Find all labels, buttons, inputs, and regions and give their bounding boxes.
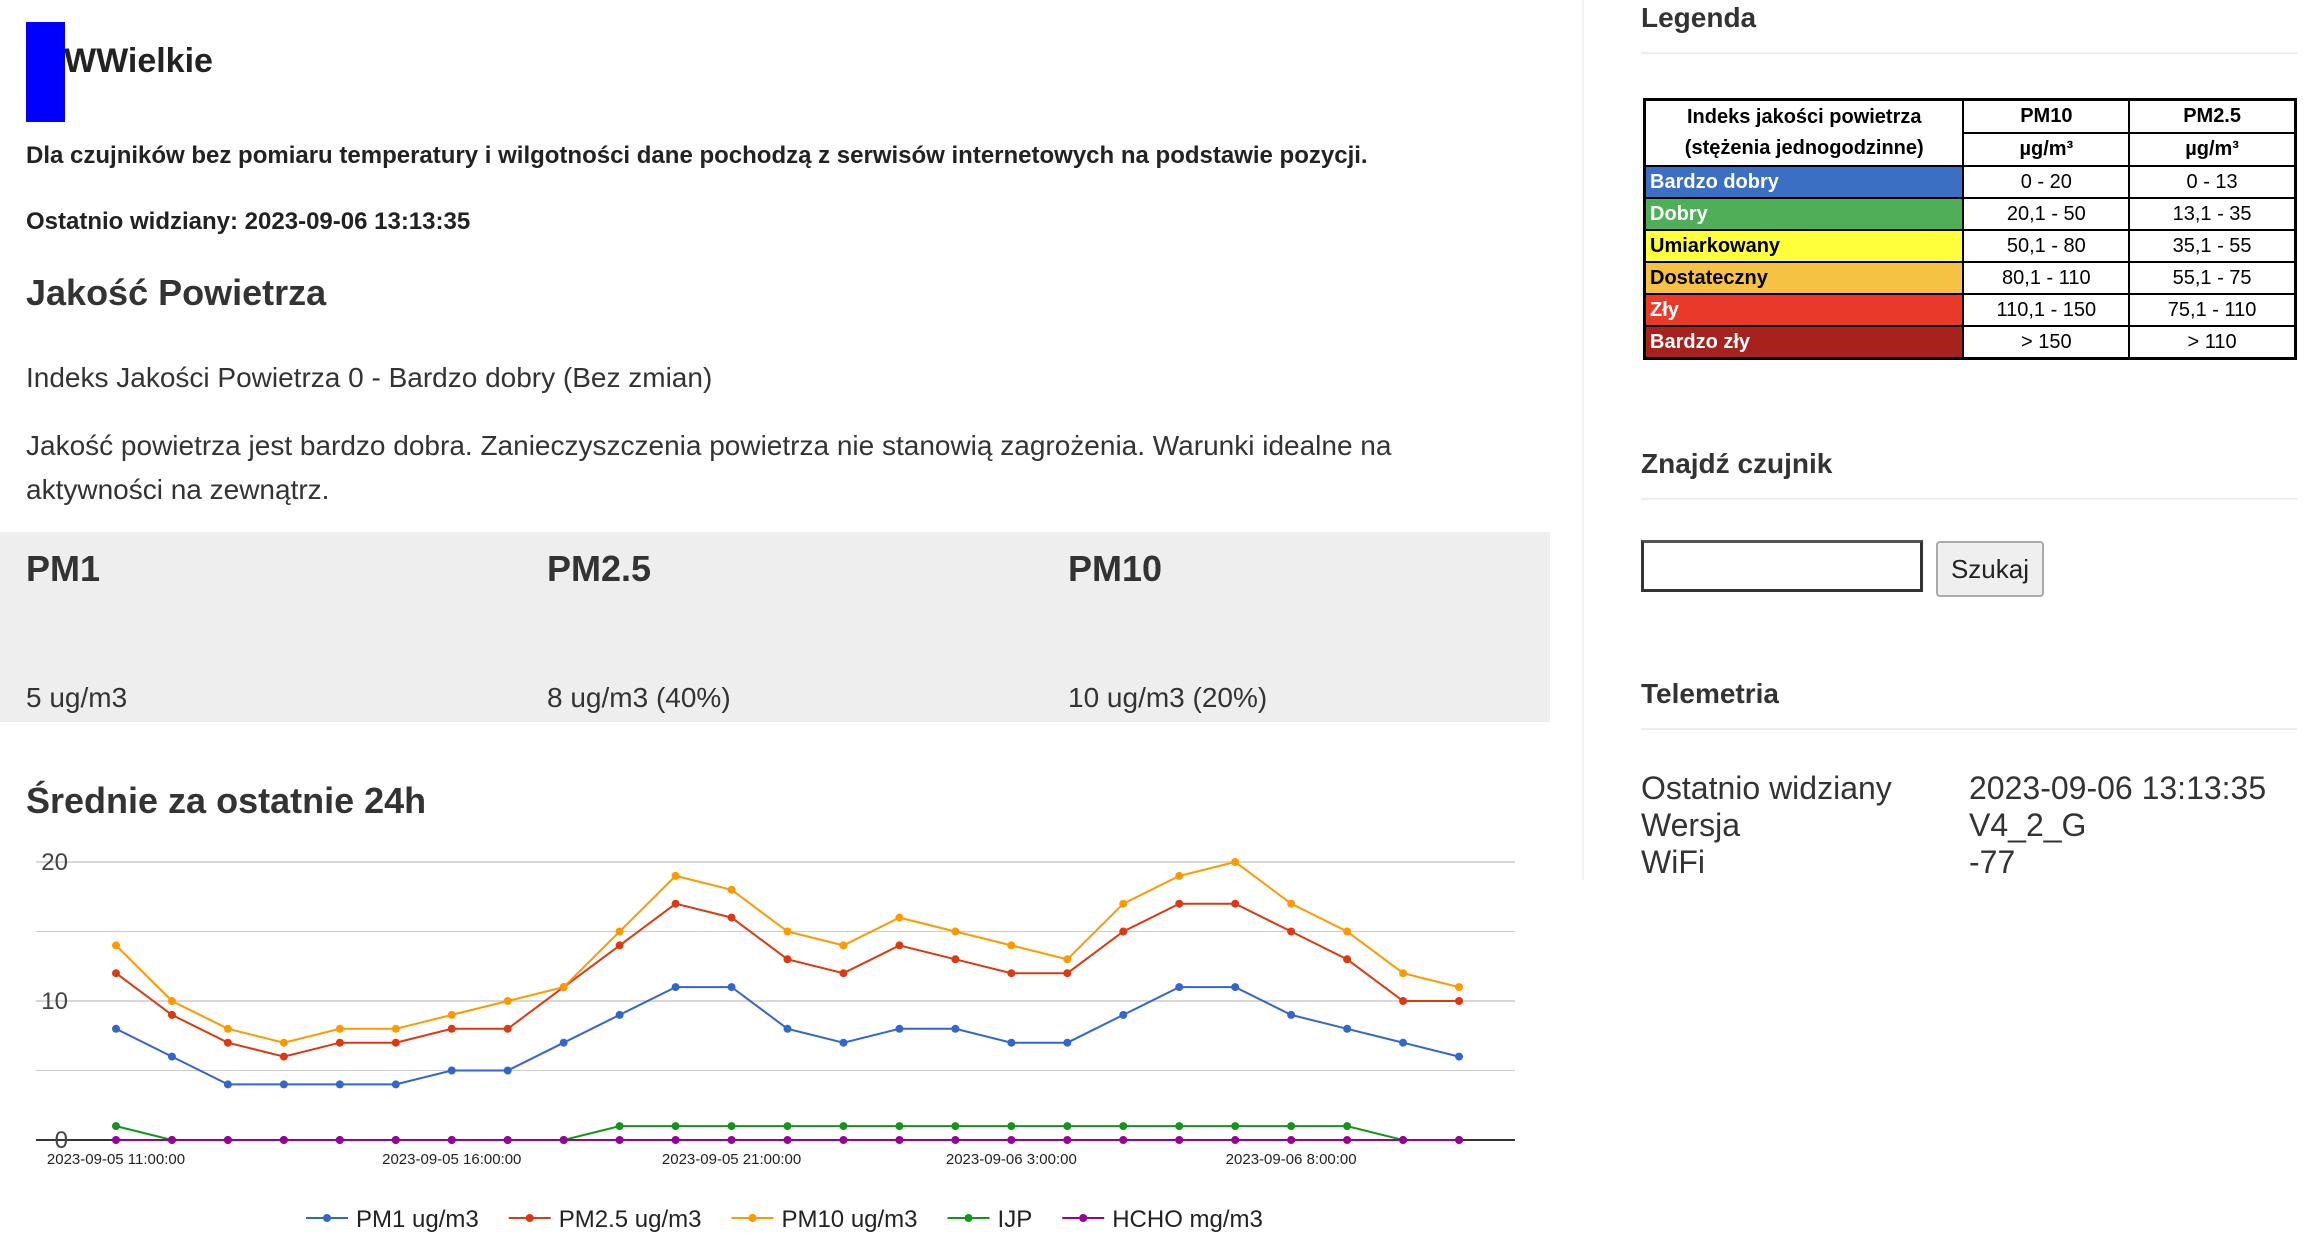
data-point — [839, 969, 847, 977]
data-point — [951, 928, 959, 936]
data-point — [1343, 955, 1351, 963]
data-point — [1063, 1039, 1071, 1047]
y-tick-label: 0 — [54, 1127, 68, 1154]
data-point — [1007, 941, 1015, 949]
aqi-level-moderate: Umiarkowany — [1645, 230, 1964, 262]
data-point — [448, 1025, 456, 1033]
telemetry-wifi-value: -77 — [1969, 844, 2016, 880]
aqi-pm10-very-bad: > 150 — [1963, 326, 2129, 359]
aqi-level-very-bad: Bardzo zły — [1645, 326, 1964, 359]
data-point — [112, 1136, 120, 1144]
aqi-pm10-bad: 110,1 - 150 — [1963, 294, 2129, 326]
data-point — [224, 1025, 232, 1033]
legend-marker — [526, 1214, 534, 1222]
data-point — [112, 941, 120, 949]
telemetry-wifi-label: WiFi — [1641, 844, 1705, 880]
telemetry-last-seen-value: 2023-09-06 13:13:35 — [1969, 770, 2267, 806]
data-point — [895, 1025, 903, 1033]
data-point — [1287, 1011, 1295, 1019]
data-point — [280, 1053, 288, 1061]
aqi-level-good: Dobry — [1645, 198, 1964, 230]
legend-heading: Legenda — [1641, 2, 1757, 33]
data-point — [1287, 928, 1295, 936]
data-point — [1119, 1122, 1127, 1130]
aqi-pm25-bad: 75,1 - 110 — [2129, 294, 2295, 326]
data-point — [1063, 1122, 1071, 1130]
telemetry-divider — [1641, 728, 2297, 730]
pm25-reading — [547, 532, 1047, 722]
data-point — [1119, 1011, 1127, 1019]
data-point — [728, 1136, 736, 1144]
legend-marker — [1079, 1214, 1087, 1222]
legend-label: PM2.5 ug/m3 — [558, 1206, 702, 1233]
legend-marker — [323, 1214, 331, 1222]
pm-readings-panel — [0, 532, 1550, 722]
data-point — [392, 1136, 400, 1144]
data-point — [168, 1136, 176, 1144]
data-point — [1007, 969, 1015, 977]
x-tick-label: 2023-09-05 16:00:00 — [382, 1151, 522, 1168]
pm25-label: PM2.5 — [547, 548, 652, 589]
data-point — [1343, 1136, 1351, 1144]
data-point — [1231, 1122, 1239, 1130]
data-point — [895, 1122, 903, 1130]
legend-label: PM10 ug/m3 — [781, 1206, 918, 1233]
aqi-pm10-good: 20,1 - 50 — [1963, 198, 2129, 230]
data-point — [1287, 1136, 1295, 1144]
data-point — [1231, 858, 1239, 866]
pm10-label: PM10 — [1068, 548, 1163, 589]
aqi-row-sufficient — [1645, 262, 2296, 294]
data-point — [1455, 1053, 1463, 1061]
data-point — [616, 1011, 624, 1019]
aqi-index-header — [1645, 100, 1964, 167]
data-point — [728, 983, 736, 991]
aqi-level-very-good: Bardzo dobry — [1645, 166, 1964, 198]
data-point — [504, 1136, 512, 1144]
x-tick-label: 2023-09-05 11:00:00 — [46, 1151, 186, 1168]
aqi-pm25-very-good: 0 - 13 — [2129, 166, 2295, 198]
aqi-legend-table — [1643, 98, 2297, 360]
data-source-note: Dla czujników bez pomiaru temperatury i wilgotności dane pochodzą z serwisów internetowych na podstawie pozycji. — [26, 142, 1368, 169]
aqi-header-row — [1645, 100, 2296, 134]
data-point — [448, 1011, 456, 1019]
data-point — [616, 1136, 624, 1144]
data-point — [392, 1039, 400, 1047]
data-point — [280, 1039, 288, 1047]
data-point — [448, 1136, 456, 1144]
data-point — [1399, 969, 1407, 977]
data-point — [1399, 1136, 1407, 1144]
x-tick-label: 2023-09-06 3:00:00 — [945, 1151, 1077, 1168]
search-heading: Znajdź czujnik — [1641, 448, 1833, 479]
aqi-row-good — [1645, 198, 2296, 230]
data-point — [895, 941, 903, 949]
data-point — [1119, 928, 1127, 936]
data-point — [1287, 900, 1295, 908]
data-point — [839, 941, 847, 949]
data-point — [1231, 983, 1239, 991]
data-point — [1399, 997, 1407, 1005]
aqi-level-bad: Zły — [1645, 294, 1964, 326]
data-point — [784, 1122, 792, 1130]
data-point — [1399, 1039, 1407, 1047]
aqi-row-very-bad — [1645, 326, 2296, 359]
aqi-pm25-moderate: 35,1 - 55 — [2129, 230, 2295, 262]
data-point — [1343, 1122, 1351, 1130]
series-line — [116, 862, 1459, 1043]
legend-label: IJP — [997, 1206, 1033, 1233]
data-point — [112, 1025, 120, 1033]
legend-marker — [965, 1214, 973, 1222]
sensor-search-input[interactable] — [1641, 540, 1923, 592]
data-point — [1007, 1136, 1015, 1144]
aqi-pm10-header: PM10 — [1963, 100, 2129, 134]
aqi-pm10-very-good: 0 - 20 — [1963, 166, 2129, 198]
data-point — [1231, 900, 1239, 908]
data-point — [951, 1025, 959, 1033]
aqi-pm10-moderate: 50,1 - 80 — [1963, 230, 2129, 262]
data-point — [168, 1053, 176, 1061]
data-point — [1455, 997, 1463, 1005]
aqi-index-header-line1: Indeks jakości powietrza — [1686, 106, 1922, 128]
data-point — [784, 1136, 792, 1144]
aqi-pm25-unit: µg/m³ — [2129, 133, 2295, 166]
telemetry-last-seen-label: Ostatnio widziany — [1641, 770, 1892, 806]
data-point — [224, 1039, 232, 1047]
data-point — [616, 1122, 624, 1130]
data-point — [672, 1122, 680, 1130]
legend-label: PM1 ug/m3 — [356, 1206, 479, 1233]
data-point — [1007, 1039, 1015, 1047]
data-point — [1063, 955, 1071, 963]
search-divider — [1641, 498, 2297, 500]
aqi-pm25-good: 13,1 - 35 — [2129, 198, 2295, 230]
data-point — [112, 1122, 120, 1130]
data-point — [392, 1080, 400, 1088]
data-point — [784, 955, 792, 963]
data-point — [784, 1025, 792, 1033]
data-point — [112, 969, 120, 977]
telemetry-version-value: V4_2_G — [1969, 807, 2087, 843]
data-point — [336, 1025, 344, 1033]
data-point — [1175, 1136, 1183, 1144]
y-tick-label: 20 — [41, 850, 68, 876]
telemetry-heading: Telemetria — [1641, 678, 1779, 709]
data-point — [448, 1067, 456, 1075]
data-point — [616, 928, 624, 936]
data-point — [1287, 1122, 1295, 1130]
data-point — [895, 1136, 903, 1144]
data-point — [504, 1067, 512, 1075]
data-point — [168, 997, 176, 1005]
data-point — [672, 900, 680, 908]
station-title: WWielkie — [64, 42, 213, 80]
data-point — [280, 1136, 288, 1144]
aqi-pm25-very-bad: > 110 — [2129, 326, 2295, 359]
search-button[interactable]: Szukaj — [1936, 541, 2044, 597]
data-point — [560, 1136, 568, 1144]
data-point — [336, 1039, 344, 1047]
legend-marker — [748, 1214, 756, 1222]
data-point — [280, 1080, 288, 1088]
data-point — [1063, 969, 1071, 977]
aqi-pm10-sufficient: 80,1 - 110 — [1963, 262, 2129, 294]
x-tick-label: 2023-09-06 8:00:00 — [1225, 1151, 1357, 1168]
data-point — [392, 1025, 400, 1033]
data-point — [951, 1122, 959, 1130]
x-tick-label: 2023-09-05 21:00:00 — [661, 1151, 802, 1168]
data-point — [839, 1039, 847, 1047]
pm10-value: 10 ug/m3 (20%) — [1068, 682, 1268, 713]
data-point — [1343, 1025, 1351, 1033]
data-point — [560, 1039, 568, 1047]
data-point — [951, 955, 959, 963]
data-point — [1175, 872, 1183, 880]
legend-divider — [1641, 52, 2297, 54]
data-point — [1119, 1136, 1127, 1144]
station-color-marker — [26, 22, 65, 122]
aqi-row-very-good — [1645, 166, 2296, 198]
data-point — [951, 1136, 959, 1144]
data-point — [504, 997, 512, 1005]
data-point — [560, 983, 568, 991]
data-point — [224, 1136, 232, 1144]
pm1-label: PM1 — [26, 548, 101, 589]
data-point — [336, 1136, 344, 1144]
air-quality-heading: Jakość Powietrza — [26, 272, 327, 313]
data-point — [672, 872, 680, 880]
aqi-index-header-line2: (stężenia jednogodzinne) — [1684, 137, 1924, 159]
data-point — [1063, 1136, 1071, 1144]
aqi-pm25-header: PM2.5 — [2129, 100, 2295, 134]
data-point — [1231, 1136, 1239, 1144]
data-point — [1455, 983, 1463, 991]
data-point — [1119, 900, 1127, 908]
telemetry-version-label: Wersja — [1641, 807, 1740, 843]
data-point — [728, 1122, 736, 1130]
averages-line-chart — [0, 850, 1560, 1236]
legend-label: HCHO mg/m3 — [1112, 1206, 1263, 1233]
data-point — [336, 1080, 344, 1088]
air-quality-description: Jakość powietrza jest bardzo dobra. Zanieczyszczenia powietrza nie stanowią zagrożenia. Warunki idealne na aktywności na zewnątrz. — [26, 430, 1392, 505]
pm1-value: 5 ug/m3 — [26, 682, 128, 713]
aqi-level-sufficient: Dostateczny — [1645, 262, 1964, 294]
data-point — [1455, 1136, 1463, 1144]
sidebar-divider — [1582, 0, 1584, 880]
aqi-pm10-unit: µg/m³ — [1963, 133, 2129, 166]
data-point — [1007, 1122, 1015, 1130]
averages-heading: Średnie za ostatnie 24h — [26, 780, 427, 821]
data-point — [728, 886, 736, 894]
data-point — [1175, 1122, 1183, 1130]
data-point — [1175, 900, 1183, 908]
data-point — [672, 983, 680, 991]
data-point — [728, 914, 736, 922]
data-point — [168, 1011, 176, 1019]
last-seen-text: Ostatnio widziany: 2023-09-06 13:13:35 — [26, 208, 471, 235]
pm1-reading — [26, 532, 526, 722]
data-point — [1343, 928, 1351, 936]
aqi-pm25-sufficient: 55,1 - 75 — [2129, 262, 2295, 294]
data-point — [1175, 983, 1183, 991]
data-point — [895, 914, 903, 922]
data-point — [839, 1136, 847, 1144]
aqi-row-bad — [1645, 294, 2296, 326]
data-point — [784, 928, 792, 936]
data-point — [616, 941, 624, 949]
air-quality-index: Indeks Jakości Powietrza 0 - Bardzo dobry (Bez zmian) — [26, 362, 713, 393]
aqi-row-moderate — [1645, 230, 2296, 262]
pm25-value: 8 ug/m3 (40%) — [547, 682, 731, 713]
data-point — [839, 1122, 847, 1130]
data-point — [672, 1136, 680, 1144]
data-point — [224, 1080, 232, 1088]
y-tick-label: 10 — [41, 988, 68, 1015]
data-point — [504, 1025, 512, 1033]
pm10-reading — [1068, 532, 1568, 722]
